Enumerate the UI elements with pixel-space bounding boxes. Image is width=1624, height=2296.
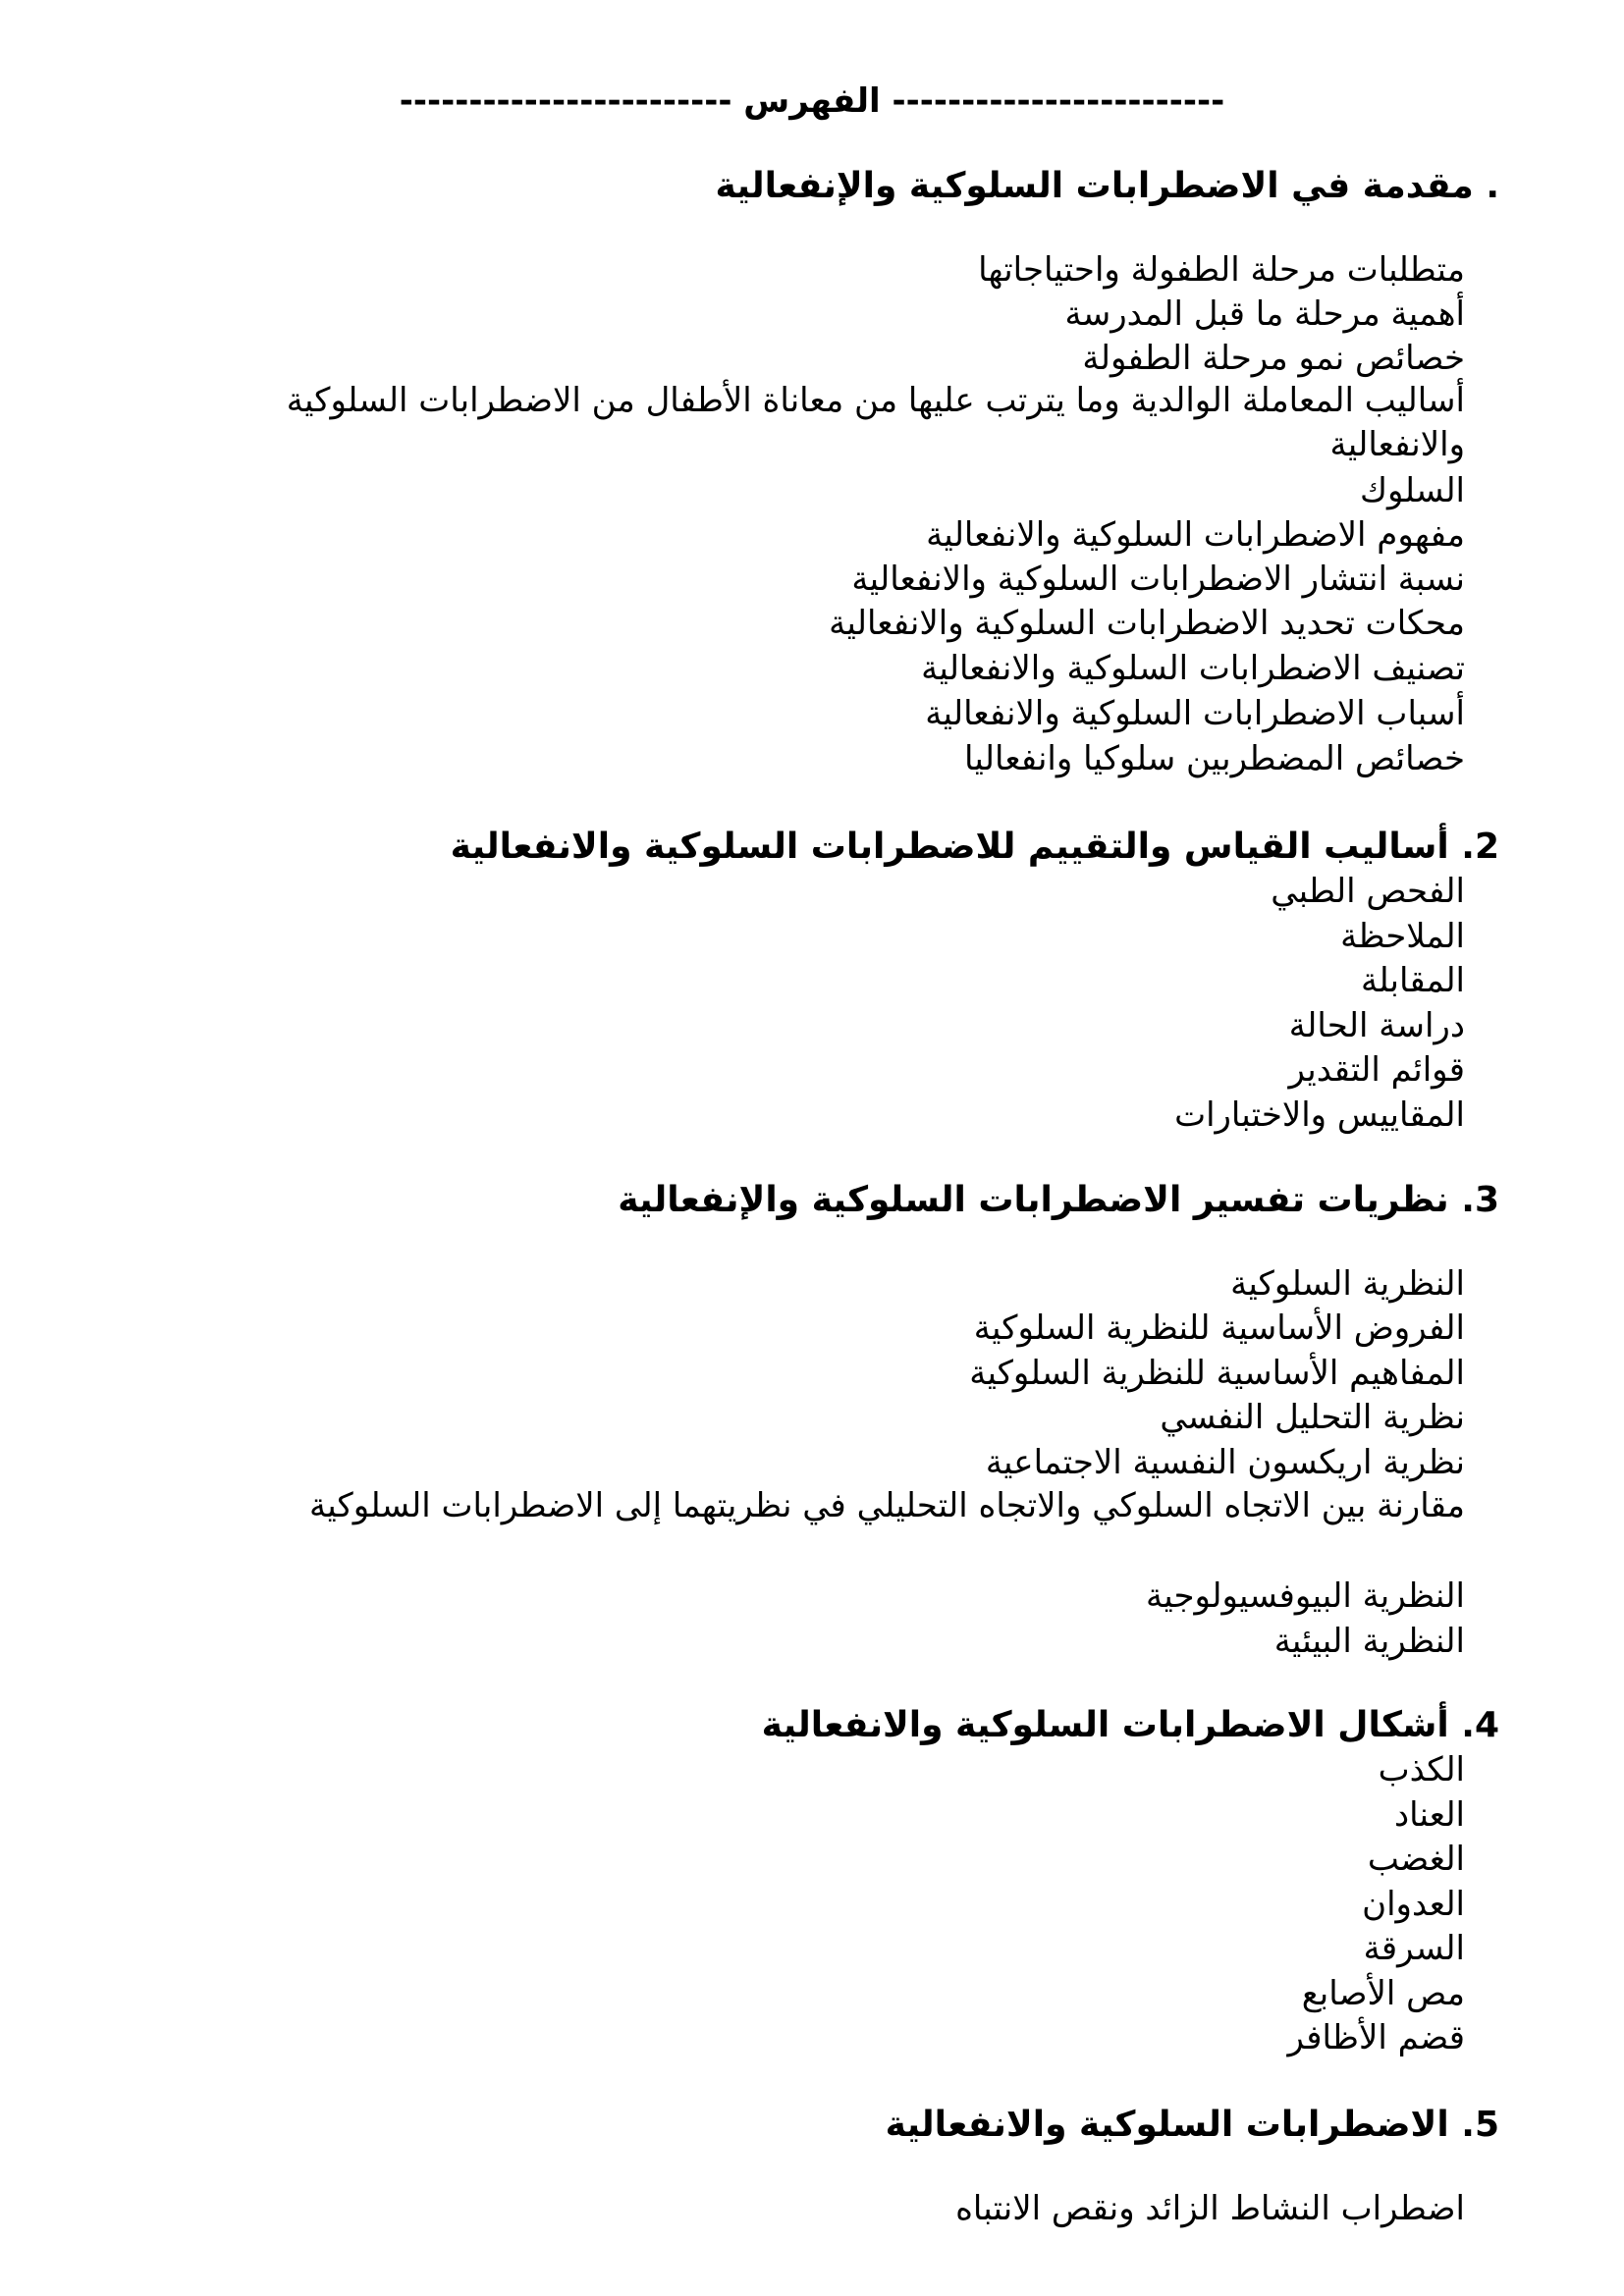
list-item: العناد xyxy=(1394,1795,1465,1835)
list-item: مقارنة بين الاتجاه السلوكي والاتجاه التحليلي في نظريتهما إلى الاضطرابات السلوكية xyxy=(309,1486,1465,1525)
list-item: نظرية اريكسون النفسية الاجتماعية xyxy=(985,1443,1465,1482)
list-item: دراسة الحالة xyxy=(1288,1006,1465,1045)
list-item: تصنيف الاضطرابات السلوكية والانفعالية xyxy=(921,649,1465,688)
page-title: ------------------------ الفهرس ------------------------ xyxy=(399,81,1225,121)
section-heading-2 xyxy=(451,823,1499,872)
section-number: 5. xyxy=(1461,2105,1499,2145)
list-item: قوائم التقدير xyxy=(1288,1050,1465,1090)
list-item: أسباب الاضطرابات السلوكية والانفعالية xyxy=(925,694,1465,733)
section-number: 3. xyxy=(1461,1180,1499,1220)
section-title: . مقدمة في الاضطرابات السلوكية والإنفعالية xyxy=(715,166,1499,206)
list-item: أساليب المعاملة الوالدية وما يترتب عليها من معاناة الأطفال من الاضطرابات السلوكية والانفعالية xyxy=(286,381,1465,464)
list-item: النظرية البيئية xyxy=(1273,1622,1465,1661)
list-item: الملاحظة xyxy=(1340,917,1465,956)
list-item: السرقة xyxy=(1363,1929,1465,1968)
list-item: أهمية مرحلة ما قبل المدرسة xyxy=(1064,294,1465,334)
list-item: الغضب xyxy=(1367,1840,1465,1879)
list-item: المقابلة xyxy=(1361,961,1465,1000)
list-item: النظرية السلوكية xyxy=(1230,1264,1465,1304)
list-item: متطلبات مرحلة الطفولة واحتياجاتها xyxy=(978,250,1465,290)
section-title: الاضطرابات السلوكية والانفعالية xyxy=(885,2105,1449,2145)
list-item: نظرية التحليل النفسي xyxy=(1160,1398,1465,1437)
list-item: خصائص المضطربين سلوكيا وانفعاليا xyxy=(964,739,1465,778)
section-heading-5 xyxy=(886,2101,1499,2150)
list-item: مفهوم الاضطرابات السلوكية والانفعالية xyxy=(926,515,1465,555)
section-heading-3 xyxy=(618,1176,1499,1225)
list-item: العدوان xyxy=(1362,1885,1465,1924)
list-item: النظرية البيوفسيولوجية xyxy=(1146,1576,1465,1616)
list-item: السلوك xyxy=(1360,471,1465,510)
list-item: خصائص نمو مرحلة الطفولة xyxy=(1082,339,1465,378)
list-item: المفاهيم الأساسية للنظرية السلوكية xyxy=(969,1354,1465,1393)
list-item: الفحص الطبي xyxy=(1271,872,1465,911)
section-number: 4. xyxy=(1461,1705,1499,1745)
section-heading-4 xyxy=(762,1701,1499,1750)
list-item: الفروض الأساسية للنظرية السلوكية xyxy=(973,1308,1465,1348)
list-item: المقاييس والاختبارات xyxy=(1174,1095,1465,1135)
section-heading-1 xyxy=(716,162,1499,211)
list-item: قضم الأظافر xyxy=(1287,2018,1465,2057)
section-title: أساليب القياس والتقييم للاضطرابات السلوكية والانفعالية xyxy=(450,827,1449,867)
list-item: نسبة انتشار الاضطرابات السلوكية والانفعالية xyxy=(851,560,1465,599)
section-title: نظريات تفسير الاضطرابات السلوكية والإنفعالية xyxy=(618,1180,1449,1220)
section-title: أشكال الاضطرابات السلوكية والانفعالية xyxy=(761,1705,1449,1745)
list-item: مص الأصابع xyxy=(1301,1974,1465,2013)
list-item: اضطراب النشاط الزائد ونقص الانتباه xyxy=(955,2189,1465,2228)
list-item: محكات تحديد الاضطرابات السلوكية والانفعالية xyxy=(829,604,1465,643)
section-number: 2. xyxy=(1461,827,1499,867)
list-item: الكذب xyxy=(1378,1750,1465,1789)
